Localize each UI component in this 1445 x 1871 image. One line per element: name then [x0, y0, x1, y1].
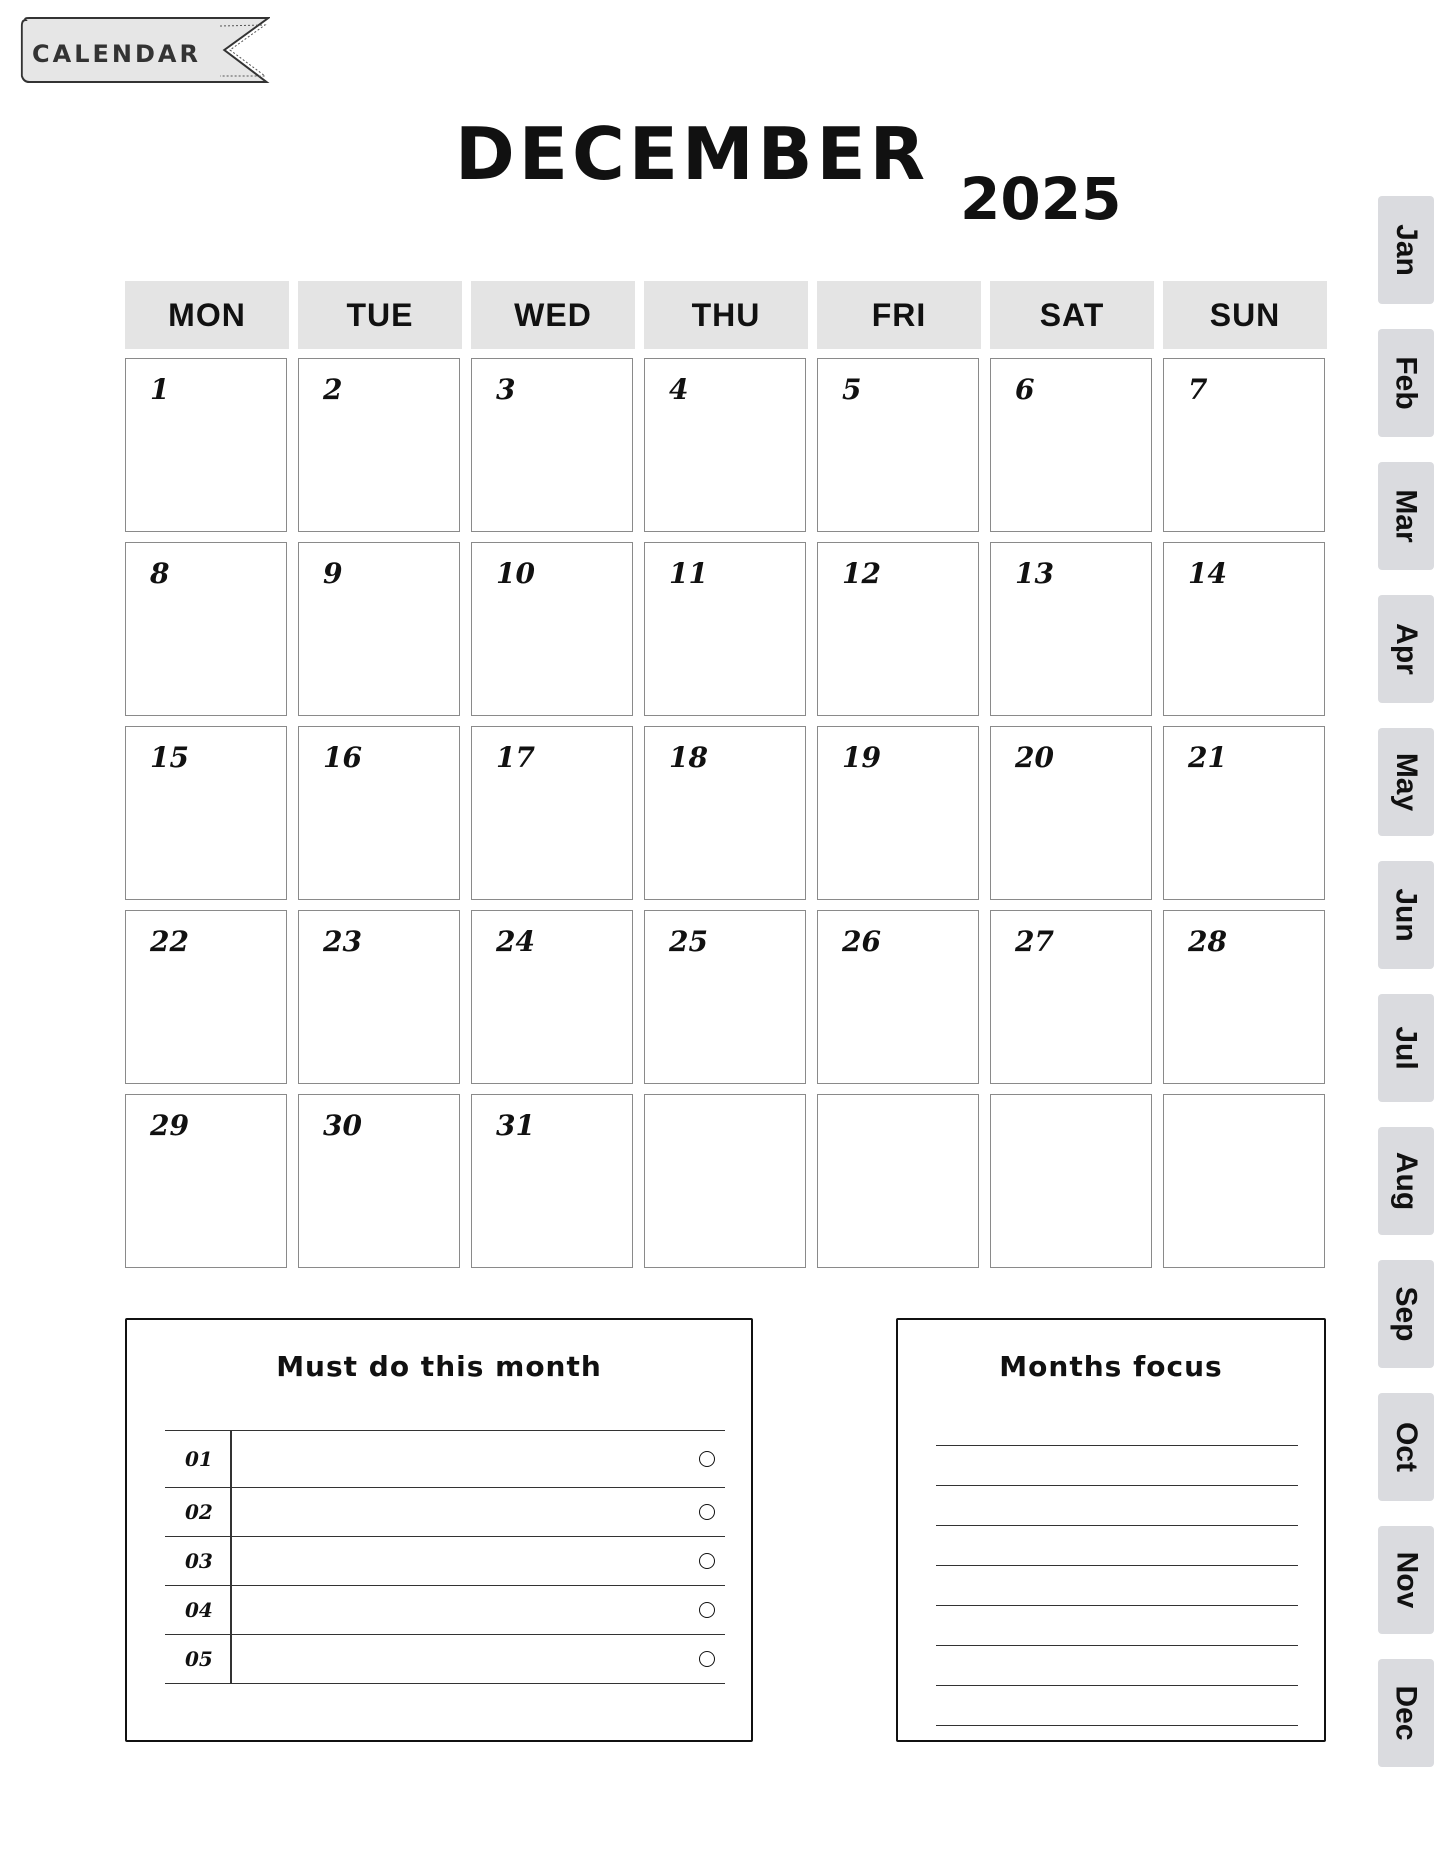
todo-row[interactable] [165, 1430, 725, 1487]
day-cell[interactable] [471, 358, 633, 532]
day-cell[interactable] [817, 910, 979, 1084]
weekday-thu: THU [644, 281, 808, 349]
tab-dec[interactable] [1378, 1659, 1434, 1767]
banner-label: CALENDAR [32, 40, 201, 68]
day-cell-empty[interactable] [1163, 1094, 1325, 1268]
day-cell[interactable] [990, 358, 1152, 532]
checkbox-circle-icon[interactable] [699, 1602, 715, 1618]
tab-nov[interactable] [1378, 1526, 1434, 1634]
tab-label: Nov [1390, 1551, 1423, 1609]
day-number: 28 [1188, 925, 1227, 958]
day-cell[interactable] [1163, 358, 1325, 532]
months-focus-title: Months focus [999, 1350, 1223, 1383]
day-cell-empty[interactable] [644, 1094, 806, 1268]
day-cell[interactable] [1163, 726, 1325, 900]
day-cell[interactable] [817, 358, 979, 532]
tab-sep[interactable] [1378, 1260, 1434, 1368]
tab-label: Aug [1390, 1151, 1424, 1211]
months-focus-box [896, 1318, 1326, 1742]
day-cell[interactable] [125, 726, 287, 900]
day-number: 15 [150, 741, 189, 774]
day-number: 27 [1015, 925, 1054, 958]
day-cell[interactable] [817, 542, 979, 716]
day-number: 17 [496, 741, 535, 774]
day-number: 6 [1015, 373, 1035, 406]
day-number: 26 [842, 925, 881, 958]
day-number: 8 [150, 557, 170, 590]
day-cell[interactable] [298, 726, 460, 900]
day-number: 14 [1188, 557, 1227, 590]
tab-label: Apr [1389, 623, 1423, 675]
checkbox-circle-icon[interactable] [699, 1553, 715, 1569]
day-number: 2 [323, 373, 343, 406]
focus-lines [936, 1406, 1298, 1726]
tab-feb[interactable] [1378, 329, 1434, 437]
year-title: 2025 [960, 165, 1122, 233]
calendar-grid [125, 358, 1328, 1276]
day-number: 10 [496, 557, 535, 590]
day-cell[interactable] [817, 726, 979, 900]
tab-label: Jun [1390, 888, 1423, 942]
day-number: 22 [150, 925, 189, 958]
day-number: 31 [496, 1109, 535, 1142]
writing-line[interactable] [936, 1406, 1298, 1446]
day-cell[interactable] [1163, 542, 1325, 716]
todo-row[interactable] [165, 1487, 725, 1536]
checkbox-circle-icon[interactable] [699, 1504, 715, 1520]
weekday-sat: SAT [990, 281, 1154, 349]
day-number: 3 [496, 373, 516, 406]
todo-number: 02 [185, 1500, 213, 1524]
weekday-tue: TUE [298, 281, 462, 349]
checkbox-circle-icon[interactable] [699, 1651, 715, 1667]
day-cell[interactable] [125, 542, 287, 716]
tab-aug[interactable] [1378, 1127, 1434, 1235]
day-number: 7 [1188, 373, 1208, 406]
day-cell[interactable] [471, 1094, 633, 1268]
tab-label: Dec [1389, 1685, 1423, 1741]
tab-jun[interactable] [1378, 861, 1434, 969]
todo-number: 01 [185, 1447, 213, 1471]
todo-divider [230, 1537, 232, 1585]
writing-line[interactable] [936, 1646, 1298, 1686]
todo-row[interactable] [165, 1536, 725, 1585]
day-cell[interactable] [298, 358, 460, 532]
tab-apr[interactable] [1378, 595, 1434, 703]
todo-number: 03 [185, 1549, 213, 1573]
todo-number: 05 [185, 1647, 213, 1671]
weekday-sun: SUN [1163, 281, 1327, 349]
weekday-mon: MON [125, 281, 289, 349]
day-cell[interactable] [125, 910, 287, 1084]
calendar-banner [20, 16, 270, 86]
day-number: 9 [323, 557, 343, 590]
day-number: 16 [323, 741, 362, 774]
day-cell[interactable] [644, 910, 806, 1084]
day-cell[interactable] [644, 726, 806, 900]
must-do-title: Must do this month [276, 1350, 602, 1383]
writing-line[interactable] [936, 1486, 1298, 1526]
day-number: 18 [669, 741, 708, 774]
day-number: 19 [842, 741, 881, 774]
writing-line[interactable] [936, 1566, 1298, 1606]
month-title: DECEMBER [455, 112, 930, 196]
todo-divider [230, 1635, 232, 1683]
day-number: 5 [842, 373, 862, 406]
todo-row[interactable] [165, 1585, 725, 1634]
tab-label: Mar [1389, 489, 1423, 543]
day-cell[interactable] [990, 726, 1152, 900]
tab-may[interactable] [1378, 728, 1434, 836]
day-cell[interactable] [471, 910, 633, 1084]
day-cell[interactable] [471, 726, 633, 900]
day-number: 13 [1015, 557, 1054, 590]
writing-line[interactable] [936, 1446, 1298, 1486]
day-cell[interactable] [990, 910, 1152, 1084]
todo-list [165, 1430, 725, 1684]
weekday-fri: FRI [817, 281, 981, 349]
todo-divider [230, 1488, 232, 1536]
day-cell[interactable] [644, 542, 806, 716]
day-number: 24 [496, 925, 535, 958]
todo-divider [230, 1431, 232, 1487]
day-cell-empty[interactable] [990, 1094, 1152, 1268]
tab-label: Sep [1390, 1286, 1423, 1342]
day-number: 23 [323, 925, 362, 958]
weekday-header [125, 281, 1328, 349]
day-cell[interactable] [471, 542, 633, 716]
day-cell-empty[interactable] [817, 1094, 979, 1268]
day-number: 20 [1015, 741, 1054, 774]
tab-jan[interactable] [1378, 196, 1434, 304]
todo-number: 04 [185, 1598, 213, 1622]
weekday-wed: WED [471, 281, 635, 349]
month-tabs [1378, 196, 1436, 1776]
tab-label: Feb [1390, 356, 1423, 410]
todo-row[interactable] [165, 1634, 725, 1684]
day-cell[interactable] [644, 358, 806, 532]
todo-divider [230, 1586, 232, 1634]
day-number: 25 [669, 925, 708, 958]
must-do-box [125, 1318, 753, 1742]
day-number: 11 [669, 557, 708, 590]
tab-label: Jan [1389, 224, 1423, 276]
day-cell[interactable] [125, 358, 287, 532]
tab-mar[interactable] [1378, 462, 1434, 570]
day-number: 12 [842, 557, 881, 590]
checkbox-circle-icon[interactable] [699, 1451, 715, 1467]
tab-oct[interactable] [1378, 1393, 1434, 1501]
tab-label: Oct [1389, 1421, 1423, 1473]
day-cell[interactable] [298, 1094, 460, 1268]
day-number: 1 [150, 373, 170, 406]
day-number: 29 [150, 1109, 189, 1142]
writing-line[interactable] [936, 1606, 1298, 1646]
day-cell[interactable] [125, 1094, 287, 1268]
day-number: 21 [1188, 741, 1227, 774]
writing-line[interactable] [936, 1526, 1298, 1566]
day-cell[interactable] [990, 542, 1152, 716]
tab-label: Jul [1389, 1026, 1423, 1070]
writing-line[interactable] [936, 1686, 1298, 1726]
day-number: 4 [669, 373, 689, 406]
tab-jul[interactable] [1378, 994, 1434, 1102]
day-cell[interactable] [298, 542, 460, 716]
tab-label: May [1390, 752, 1424, 812]
day-cell[interactable] [1163, 910, 1325, 1084]
day-number: 30 [323, 1109, 362, 1142]
day-cell[interactable] [298, 910, 460, 1084]
